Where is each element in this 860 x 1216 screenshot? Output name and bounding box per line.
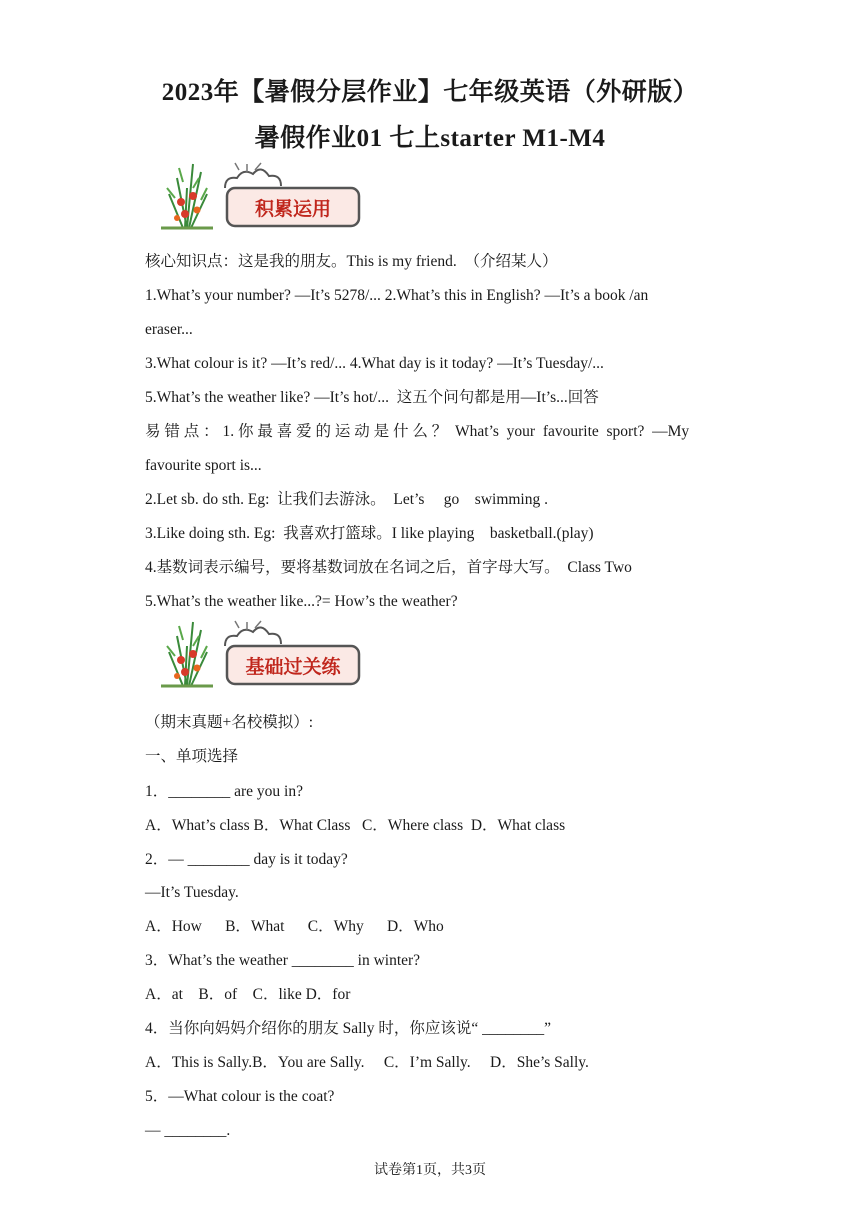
flower-plant-icon — [161, 622, 213, 686]
knowledge-line: 核心知识点：这是我的朋友。This is my friend. （介绍某人） — [145, 253, 558, 270]
page-subtitle: 暑假作业01 七上starter M1-M4 — [254, 125, 606, 152]
knowledge-line: 4.基数词表示编号，要将基数词放在名词之后，首字母大写。 Class Two — [145, 559, 632, 576]
question-stem: 5．—What colour is the coat? — [145, 1088, 335, 1105]
knowledge-line: 3.What colour is it? —It’s red/... 4.What day is it today? —It’s Tuesday/... — [145, 355, 604, 372]
knowledge-line: 易 错 点 ： 1. 你 最 喜 爱 的 运 动 是 什 么 ？ What’s your favourite sport? —My — [145, 423, 690, 440]
question-stem: 4．当你向妈妈介绍你的朋友 Sally 时，你应该说“ ________” — [145, 1020, 551, 1037]
question-stem: 2．— ________ day is it today? — [145, 851, 348, 868]
knowledge-line: 2.Let sb. do sth. Eg: 让我们去游泳。 Let’s go swimming . — [145, 491, 548, 508]
question-stem: 3．What’s the weather ________ in winter? — [145, 952, 421, 969]
question-stem: 1．________ are you in? — [145, 783, 303, 800]
knowledge-line: favourite sport is... — [145, 457, 262, 474]
knowledge-line: 5.What’s the weather like...?= How’s the weather? — [145, 593, 458, 610]
knowledge-line: 3.Like doing sth. Eg: 我喜欢打篮球。I like playing basketball.(play) — [145, 525, 594, 542]
knowledge-line: eraser... — [145, 321, 193, 338]
question-stem: —It’s Tuesday. — [145, 884, 239, 901]
question-options: A．This is Sally.B．You are Sally. C．I’m Sally. D．She’s Sally. — [145, 1054, 589, 1071]
exercise-section-heading: 一、单项选择 — [145, 748, 239, 765]
section-heading: 基础过关练 — [245, 656, 341, 678]
question-options: A．at B．of C．like D．for — [145, 986, 351, 1003]
flower-plant-icon — [161, 164, 213, 228]
section-banner-accumulate — [157, 158, 367, 230]
section-banner-basic — [157, 616, 367, 688]
knowledge-line: 5.What’s the weather like? —It’s hot/... 这五个问句都是用—It’s...回答 — [145, 389, 599, 406]
exercise-source-note: （期末真题+名校模拟）: — [145, 714, 314, 731]
sun-cloud-icon — [225, 163, 281, 188]
page-footer: 试卷第1页，共3页 — [374, 1163, 486, 1178]
question-stem: — ________. — [145, 1122, 231, 1139]
page-title: 2023年【暑假分层作业】七年级英语（外研版） — [161, 79, 699, 106]
question-options: A．What’s class B．What Class C．Where class D．What class — [145, 817, 566, 834]
question-options: A．How B．What C．Why D．Who — [145, 918, 444, 935]
sun-cloud-icon — [225, 621, 281, 646]
section-heading: 积累运用 — [254, 198, 332, 220]
knowledge-line: 1.What’s your number? —It’s 5278/... 2.What’s this in English? —It’s a book /an — [145, 287, 649, 304]
